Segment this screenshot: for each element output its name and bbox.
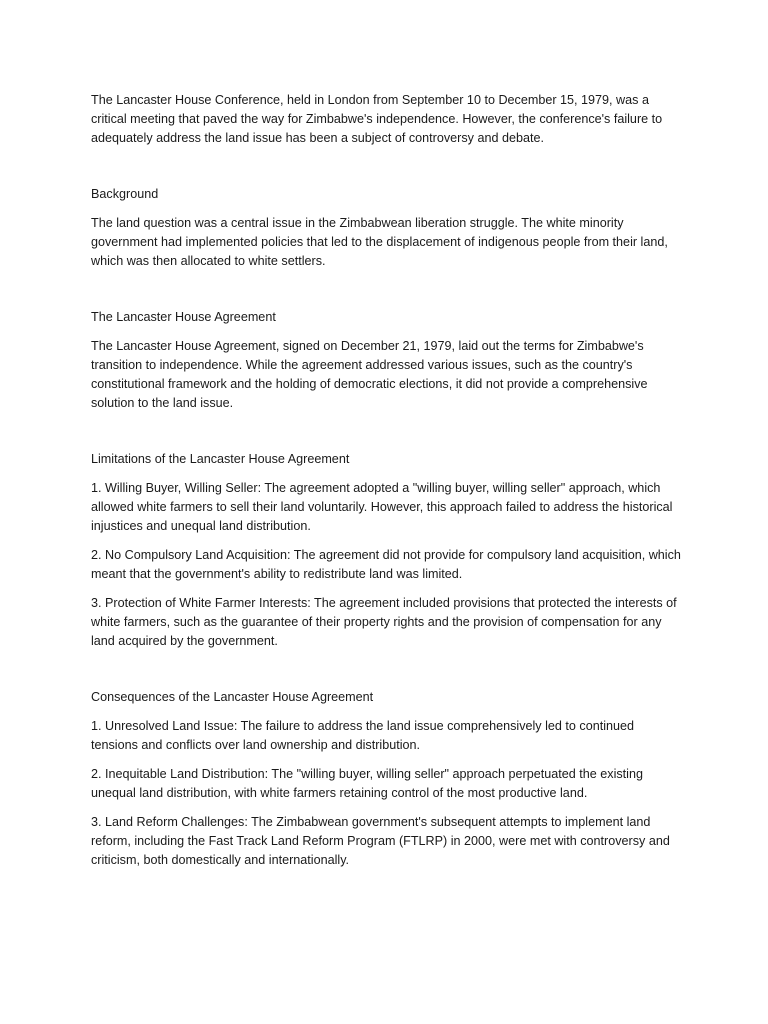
consequence-item: 3. Land Reform Challenges: The Zimbabwean government's subsequent attempts to implement land reform, including the Fast Track Land Reform Program (FTLRP) in 2000, were met with controversy and criticism, both domestically and internationally. xyxy=(91,815,670,867)
limitation-item: 3. Protection of White Farmer Interests: The agreement included provisions that protected the interests of white farmers, such as the guarantee of their property rights and the provision of compensation for any land acquired by the government. xyxy=(91,596,677,648)
limitation-item: 1. Willing Buyer, Willing Seller: The agreement adopted a "willing buyer, willing seller" approach, which allowed white farmers to sell their land voluntarily. However, this approach failed to address the historical injustices and unequal land distribution. xyxy=(91,481,673,533)
consequence-item: 2. Inequitable Land Distribution: The "willing buyer, willing seller" approach perpetuated the existing unequal land distribution, with white farmers retaining control of the most productive land. xyxy=(91,767,643,800)
consequence-item: 1. Unresolved Land Issue: The failure to address the land issue comprehensively led to continued tensions and conflicts over land ownership and distribution. xyxy=(91,719,635,752)
agreement-heading: The Lancaster House Agreement xyxy=(91,310,276,324)
intro-paragraph: The Lancaster House Conference, held in London from September 10 to December 15, 1979, was a critical meeting that paved the way for Zimbabwe's independence. However, the conference's failure to adequately address the land issue has been a subject of controversy and debate. xyxy=(91,93,663,145)
consequences-heading: Consequences of the Lancaster House Agreement xyxy=(91,690,374,704)
limitation-item: 2. No Compulsory Land Acquisition: The agreement did not provide for compulsory land acquisition, which meant that the government's ability to redistribute land was limited. xyxy=(91,548,681,581)
document-body xyxy=(91,91,681,880)
background-paragraph: The land question was a central issue in the Zimbabwean liberation struggle. The white minority government had implemented policies that led to the displacement of indigenous people from their land, which was then allocated to white settlers. xyxy=(91,216,668,268)
agreement-paragraph: The Lancaster House Agreement, signed on December 21, 1979, laid out the terms for Zimbabwe's transition to independence. While the agreement addressed various issues, such as the country's constitutional framework and the holding of democratic elections, it did not provide a comprehensive solution to the land issue. xyxy=(91,339,648,410)
limitations-heading: Limitations of the Lancaster House Agreement xyxy=(91,452,350,466)
background-heading: Background xyxy=(91,187,159,201)
